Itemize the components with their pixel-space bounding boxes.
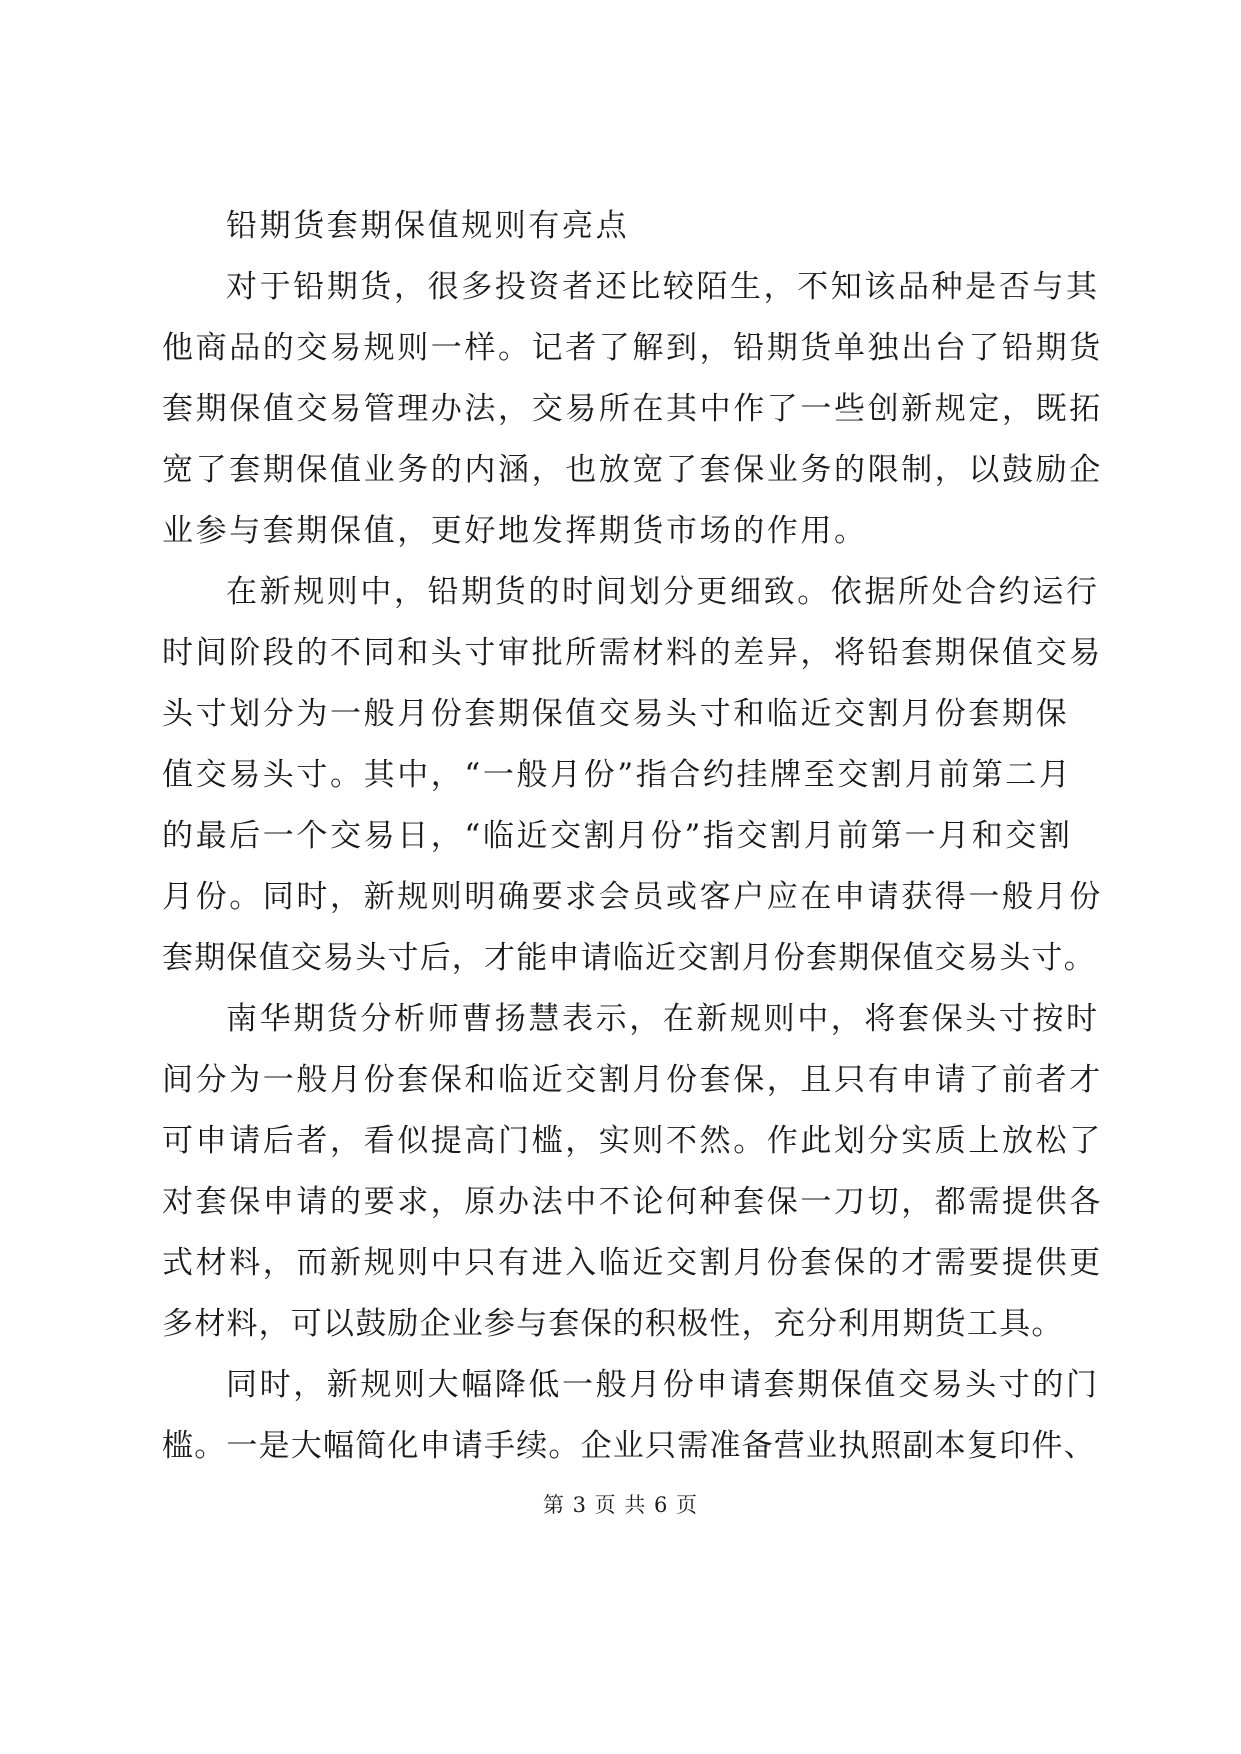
text-line: 月份。同时，新规则明确要求会员或客户应在申请获得一般月份 xyxy=(162,879,1103,915)
text-line: 时间阶段的不同和头寸审批所需材料的差异，将铅套期保值交易 xyxy=(162,635,1103,671)
text-line: 套期保值交易头寸后，才能申请临近交割月份套期保值交易头寸。 xyxy=(162,940,1096,976)
document-heading: 铅期货套期保值规则有亮点 xyxy=(226,208,630,244)
text-line: 在新规则中，铅期货的时间划分更细致。依据所处合约运行 xyxy=(226,574,1100,610)
text-line: 的最后一个交易日，“临近交割月份”指交割月前第一月和交割 xyxy=(162,818,1073,854)
text-line: 对套保申请的要求，原办法中不论何种套保一刀切，都需提供各 xyxy=(162,1184,1103,1220)
text-line: 多材料，可以鼓励企业参与套保的积极性，充分利用期货工具。 xyxy=(162,1306,1064,1342)
text-line: 南华期货分析师曹扬慧表示，在新规则中，将套保头寸按时 xyxy=(226,1001,1100,1037)
text-line: 值交易头寸。其中，“一般月份”指合约挂牌至交割月前第二月 xyxy=(162,757,1073,793)
document-body xyxy=(162,196,1103,1477)
text-line: 槛。一是大幅简化申请手续。企业只需准备营业执照副本复印件、 xyxy=(162,1428,1096,1464)
text-line: 式材料，而新规则中只有进入临近交割月份套保的才需要提供更 xyxy=(162,1245,1103,1281)
text-line: 间分为一般月份套保和临近交割月份套保，且只有申请了前者才 xyxy=(162,1062,1103,1098)
text-line: 可申请后者，看似提高门槛，实则不然。作此划分实质上放松了 xyxy=(162,1123,1103,1159)
text-line: 宽了套期保值业务的内涵，也放宽了套保业务的限制，以鼓励企 xyxy=(162,452,1103,488)
text-line: 同时，新规则大幅降低一般月份申请套期保值交易头寸的门 xyxy=(226,1367,1100,1403)
text-line: 对于铅期货，很多投资者还比较陌生，不知该品种是否与其 xyxy=(226,269,1100,305)
text-line: 业参与套期保值，更好地发挥期货市场的作用。 xyxy=(162,513,868,549)
text-line: 套期保值交易管理办法，交易所在其中作了一些创新规定，既拓 xyxy=(162,391,1103,427)
text-line: 头寸划分为一般月份套期保值交易头寸和临近交割月份套期保 xyxy=(162,696,1070,732)
page-number-footer: 第 3 页 共 6 页 xyxy=(542,1493,699,1517)
text-line: 他商品的交易规则一样。记者了解到，铅期货单独出台了铅期货 xyxy=(162,330,1103,366)
